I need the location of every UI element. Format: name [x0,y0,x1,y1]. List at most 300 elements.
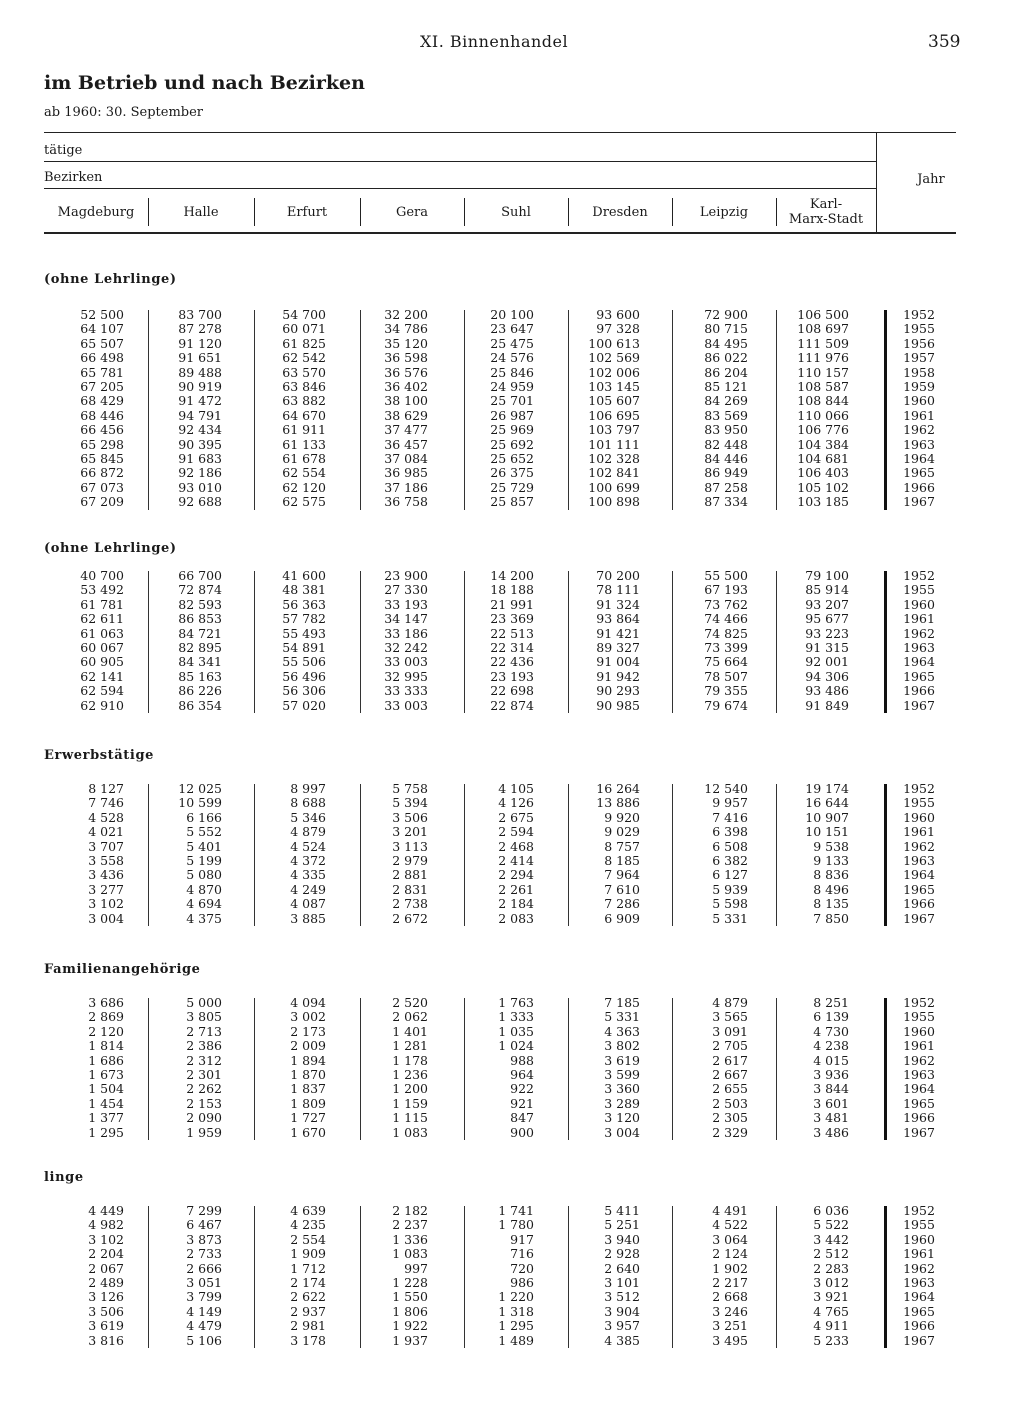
table-cell: 4 879 [290,824,326,840]
column-header-4: Suhl [501,204,531,220]
table-cell: 79 355 [704,683,748,699]
table-cell: 4 021 [88,824,124,840]
table-cell: 2 182 [392,1203,428,1218]
table-cell: 63 882 [282,393,326,409]
table-cell: 1 083 [392,1246,428,1262]
table-cell: 74 466 [704,611,748,627]
table-cell: 37 084 [384,450,428,466]
table-cell: 90 985 [596,697,640,713]
table-cell: 91 324 [596,596,640,612]
table-cell: 2 301 [186,1066,222,1082]
table-cell: 3 101 [604,1274,640,1290]
table-cell: 8 496 [813,881,849,897]
table-cell: 5 000 [186,995,222,1010]
table-cell: 2 237 [392,1217,428,1233]
table-cell: 3 102 [88,896,124,912]
table-cell: 62 141 [80,668,124,684]
year-cell: 1963 [903,1274,935,1290]
table-cell: 32 242 [384,639,428,655]
table-cell: 23 369 [490,611,534,627]
table-cell: 1 937 [392,1332,428,1348]
column-header-3: Gera [395,204,429,220]
table-cell: 1 318 [498,1303,534,1319]
table-cell: 3 565 [712,1009,748,1025]
table-cell: 2 153 [186,1095,222,1111]
table-cell: 1 806 [392,1303,428,1319]
column-header-5: Dresden [592,204,648,220]
table-cell: 2 733 [186,1246,222,1262]
table-row [44,1233,956,1247]
table-cell: 3 805 [186,1009,222,1025]
year-cell: 1961 [903,824,935,840]
year-cell: 1966 [903,479,935,495]
table-cell: 100 898 [588,494,640,510]
table-cell: 922 [510,1081,534,1097]
table-cell: 5 199 [186,852,222,868]
column-header-1: Halle [183,204,219,220]
table-cell: 62 594 [80,683,124,699]
year-cell: 1952 [903,1203,935,1218]
table-cell: 61 911 [282,422,326,438]
table-row [44,452,956,466]
table-cell: 22 314 [490,639,534,655]
table-row [44,322,956,336]
table-row [44,1305,956,1319]
table-row [44,840,956,854]
table-cell: 91 942 [596,668,640,684]
table-cell: 4 879 [712,995,748,1010]
table-row [44,380,956,394]
table-cell: 38 100 [384,393,428,409]
table-cell: 3 201 [392,824,428,840]
table-cell: 1 763 [498,995,534,1010]
year-cell: 1967 [903,494,935,510]
table-cell: 3 512 [604,1289,640,1305]
year-cell: 1964 [903,450,935,466]
header-column-divider [148,198,149,226]
table-cell: 8 135 [813,896,849,912]
table-row [44,1218,956,1232]
table-cell: 2 554 [290,1231,326,1247]
table-cell: 65 781 [80,364,124,380]
table-cell: 6 166 [186,809,222,825]
table-cell: 36 457 [384,436,428,452]
table-cell: 62 575 [282,494,326,510]
header-rule-2 [44,188,876,189]
year-cell: 1952 [903,568,935,583]
year-cell: 1955 [903,321,935,337]
table-cell: 3 113 [392,838,428,854]
table-row [44,883,956,897]
table-cell: 2 174 [290,1274,326,1290]
table-cell: 8 127 [88,781,124,796]
table-cell: 25 692 [490,436,534,452]
table-cell: 7 610 [604,881,640,897]
table-cell: 3 102 [88,1231,124,1247]
table-cell: 22 874 [490,697,534,713]
table-cell: 2 262 [186,1081,222,1097]
table-cell: 91 315 [805,639,849,655]
table-cell: 105 102 [797,479,849,495]
table-cell: 36 985 [384,465,428,481]
table-cell: 105 607 [588,393,640,409]
table-cell: 1 200 [392,1081,428,1097]
table-cell: 3 091 [712,1023,748,1039]
table-cell: 61 825 [282,335,326,351]
table-cell: 25 729 [490,479,534,495]
table-cell: 16 644 [805,795,849,811]
table-cell: 82 593 [178,596,222,612]
table-cell: 2 312 [186,1052,222,1068]
table-cell: 900 [510,1124,534,1140]
table-row [44,394,956,408]
table-cell: 93 207 [805,596,849,612]
table-cell: 1 504 [88,1081,124,1097]
table-cell: 73 399 [704,639,748,655]
table-cell: 25 475 [490,335,534,351]
table-cell: 65 298 [80,436,124,452]
table-cell: 104 384 [797,436,849,452]
table-cell: 5 552 [186,824,222,840]
table-cell: 716 [510,1246,534,1262]
table-cell: 1 686 [88,1052,124,1068]
table-cell: 72 900 [704,307,748,322]
table-cell: 1 115 [392,1110,428,1126]
table-cell: 68 429 [80,393,124,409]
table-cell: 94 791 [178,407,222,423]
table-cell: 3 686 [88,995,124,1010]
table-cell: 60 071 [282,321,326,337]
table-cell: 84 341 [178,654,222,670]
page-title: im Betrieb und nach Bezirken [44,72,365,94]
table-cell: 3 495 [712,1332,748,1348]
header-column-divider [776,198,777,226]
table-cell: 4 491 [712,1203,748,1218]
table-cell: 6 909 [604,910,640,926]
year-cell: 1955 [903,795,935,811]
table-row [44,655,956,669]
year-cell: 1961 [903,1038,935,1054]
table-row [44,854,956,868]
table-cell: 3 004 [88,910,124,926]
table-cell: 3 064 [712,1231,748,1247]
table-cell: 108 587 [797,378,849,394]
table-cell: 55 506 [282,654,326,670]
table-cell: 8 251 [813,995,849,1010]
table-cell: 38 629 [384,407,428,423]
table-cell: 7 850 [813,910,849,926]
year-cell: 1966 [903,896,935,912]
table-cell: 8 836 [813,867,849,883]
table-cell: 1 401 [392,1023,428,1039]
year-cell: 1962 [903,422,935,438]
table-cell: 12 540 [704,781,748,796]
table-cell: 3 178 [290,1332,326,1348]
table-cell: 83 569 [704,407,748,423]
table-cell: 20 100 [490,307,534,322]
table-cell: 2 283 [813,1260,849,1276]
table-cell: 89 488 [178,364,222,380]
year-cell: 1967 [903,697,935,713]
year-cell: 1965 [903,1095,935,1111]
table-cell: 85 914 [805,582,849,598]
table-cell: 5 331 [712,910,748,926]
table-cell: 9 029 [604,824,640,840]
table-cell: 25 701 [490,393,534,409]
table-cell: 6 036 [813,1203,849,1218]
table-header [44,132,956,236]
table-cell: 36 758 [384,494,428,510]
table-cell: 2 261 [498,881,534,897]
table-cell: 997 [404,1260,428,1276]
table-cell: 106 403 [797,465,849,481]
section-label: Familienangehörige [44,962,201,977]
table-row [44,351,956,365]
table-row [44,1111,956,1125]
year-cell: 1952 [903,995,935,1010]
table-row [44,438,956,452]
table-cell: 1 814 [88,1038,124,1054]
table-cell: 14 200 [490,568,534,583]
header-jahr-divider [876,132,877,232]
table-cell: 10 151 [805,824,849,840]
table-row [44,1082,956,1096]
table-cell: 89 327 [596,639,640,655]
table-cell: 21 991 [490,596,534,612]
table-cell: 102 841 [588,465,640,481]
table-cell: 91 472 [178,393,222,409]
table-cell: 93 600 [596,307,640,322]
table-row [44,811,956,825]
table-cell: 34 147 [384,611,428,627]
table-cell: 1 673 [88,1066,124,1082]
table-row [44,569,956,583]
table-cell: 22 513 [490,625,534,641]
table-cell: 2 329 [712,1124,748,1140]
table-cell: 61 063 [80,625,124,641]
table-row [44,670,956,684]
table-cell: 4 249 [290,881,326,897]
year-cell: 1967 [903,1124,935,1140]
table-cell: 3 436 [88,867,124,883]
table-cell: 8 185 [604,852,640,868]
table-cell: 66 456 [80,422,124,438]
table-cell: 2 640 [604,1260,640,1276]
header-bottom-rule [44,232,956,234]
table-cell: 4 238 [813,1038,849,1054]
table-cell: 3 012 [813,1274,849,1290]
table-cell: 1 489 [498,1332,534,1348]
table-cell: 4 363 [604,1023,640,1039]
table-cell: 4 639 [290,1203,326,1218]
table-cell: 92 434 [178,422,222,438]
section-label: (ohne Lehrlinge) [44,272,177,287]
table-cell: 37 186 [384,479,428,495]
table-cell: 1 159 [392,1095,428,1111]
table-cell: 1 809 [290,1095,326,1111]
table-cell: 84 269 [704,393,748,409]
table-cell: 1 741 [498,1203,534,1218]
table-cell: 3 921 [813,1289,849,1305]
table-cell: 5 401 [186,838,222,854]
column-header-7: Karl- Marx-Stadt [788,197,864,227]
year-cell: 1952 [903,781,935,796]
table-cell: 110 066 [797,407,849,423]
table-cell: 102 006 [588,364,640,380]
table-cell: 61 781 [80,596,124,612]
table-cell: 1 780 [498,1217,534,1233]
table-cell: 2 489 [88,1274,124,1290]
table-cell: 86 949 [704,465,748,481]
table-cell: 3 904 [604,1303,640,1319]
table-cell: 86 853 [178,611,222,627]
table-cell: 1 727 [290,1110,326,1126]
year-cell: 1958 [903,364,935,380]
table-cell: 25 846 [490,364,534,380]
table-row [44,782,956,796]
year-cell: 1955 [903,1217,935,1233]
year-cell: 1965 [903,881,935,897]
table-cell: 9 538 [813,838,849,854]
table-row [44,1276,956,1290]
table-row [44,1290,956,1304]
table-cell: 2 928 [604,1246,640,1262]
table-cell: 62 910 [80,697,124,713]
table-cell: 67 193 [704,582,748,598]
table-cell: 10 907 [805,809,849,825]
year-cell: 1955 [903,582,935,598]
table-cell: 13 886 [596,795,640,811]
table-cell: 37 477 [384,422,428,438]
table-cell: 3 957 [604,1318,640,1334]
table-cell: 86 022 [704,350,748,366]
table-cell: 100 613 [588,335,640,351]
table-cell: 2 120 [88,1023,124,1039]
table-cell: 73 762 [704,596,748,612]
table-cell: 5 522 [813,1217,849,1233]
year-cell: 1960 [903,809,935,825]
year-cell: 1956 [903,335,935,351]
table-cell: 3 289 [604,1095,640,1111]
table-cell: 111 509 [797,335,849,351]
table-cell: 3 004 [604,1124,640,1140]
table-cell: 3 481 [813,1110,849,1126]
table-cell: 56 496 [282,668,326,684]
header-column-divider [568,198,569,226]
table-cell: 36 576 [384,364,428,380]
table-cell: 66 498 [80,350,124,366]
table-cell: 1 295 [88,1124,124,1140]
table-cell: 95 677 [805,611,849,627]
table-cell: 3 277 [88,881,124,897]
table-cell: 4 015 [813,1052,849,1068]
table-cell: 25 857 [490,494,534,510]
year-cell: 1962 [903,625,935,641]
table-cell: 55 500 [704,568,748,583]
table-row [44,1068,956,1082]
table-row [44,1334,956,1348]
table-cell: 22 698 [490,683,534,699]
table-cell: 4 385 [604,1332,640,1348]
table-cell: 2 305 [712,1110,748,1126]
table-cell: 74 825 [704,625,748,641]
year-cell: 1960 [903,393,935,409]
table-cell: 2 675 [498,809,534,825]
table-cell: 3 799 [186,1289,222,1305]
table-row [44,1025,956,1039]
table-cell: 1 922 [392,1318,428,1334]
table-cell: 92 688 [178,494,222,510]
table-cell: 2 083 [498,910,534,926]
table-cell: 27 330 [384,582,428,598]
table-cell: 1 236 [392,1066,428,1082]
table-cell: 2 617 [712,1052,748,1068]
table-cell: 110 157 [797,364,849,380]
table-cell: 1 083 [392,1124,428,1140]
column-header-0: Magdeburg [57,204,135,220]
table-cell: 1 909 [290,1246,326,1262]
table-cell: 67 209 [80,494,124,510]
year-cell: 1955 [903,1009,935,1025]
table-cell: 1 336 [392,1231,428,1247]
table-cell: 2 520 [392,995,428,1010]
table-cell: 3 873 [186,1231,222,1247]
table-cell: 9 957 [712,795,748,811]
table-cell: 1 220 [498,1289,534,1305]
table-cell: 72 874 [178,582,222,598]
table-cell: 7 185 [604,995,640,1010]
table-cell: 1 902 [712,1260,748,1276]
year-cell: 1963 [903,852,935,868]
table-cell: 67 073 [80,479,124,495]
table-cell: 87 278 [178,321,222,337]
table-cell: 1 454 [88,1095,124,1111]
table-cell: 68 446 [80,407,124,423]
table-row [44,409,956,423]
table-cell: 62 611 [80,611,124,627]
year-cell: 1965 [903,1303,935,1319]
table-cell: 2 713 [186,1023,222,1039]
table-cell: 32 200 [384,307,428,322]
table-cell: 2 622 [290,1289,326,1305]
table-cell: 62 554 [282,465,326,481]
table-cell: 2 184 [498,896,534,912]
table-cell: 66 700 [178,568,222,583]
table-cell: 5 346 [290,809,326,825]
table-cell: 1 035 [498,1023,534,1039]
table-cell: 65 845 [80,450,124,466]
table-cell: 3 601 [813,1095,849,1111]
table-cell: 90 293 [596,683,640,699]
table-cell: 3 506 [88,1303,124,1319]
table-cell: 1 837 [290,1081,326,1097]
table-cell: 3 558 [88,852,124,868]
table-cell: 3 486 [813,1124,849,1140]
table-cell: 2 067 [88,1260,124,1276]
table-cell: 2 386 [186,1038,222,1054]
table-cell: 2 173 [290,1023,326,1039]
year-cell: 1957 [903,350,935,366]
header-row2-label: Bezirken [44,170,103,185]
table-cell: 964 [510,1066,534,1082]
table-cell: 4 094 [290,995,326,1010]
table-cell: 6 398 [712,824,748,840]
table-cell: 8 688 [290,795,326,811]
table-cell: 86 354 [178,697,222,713]
table-cell: 2 503 [712,1095,748,1111]
table-cell: 60 067 [80,639,124,655]
table-row [44,495,956,509]
